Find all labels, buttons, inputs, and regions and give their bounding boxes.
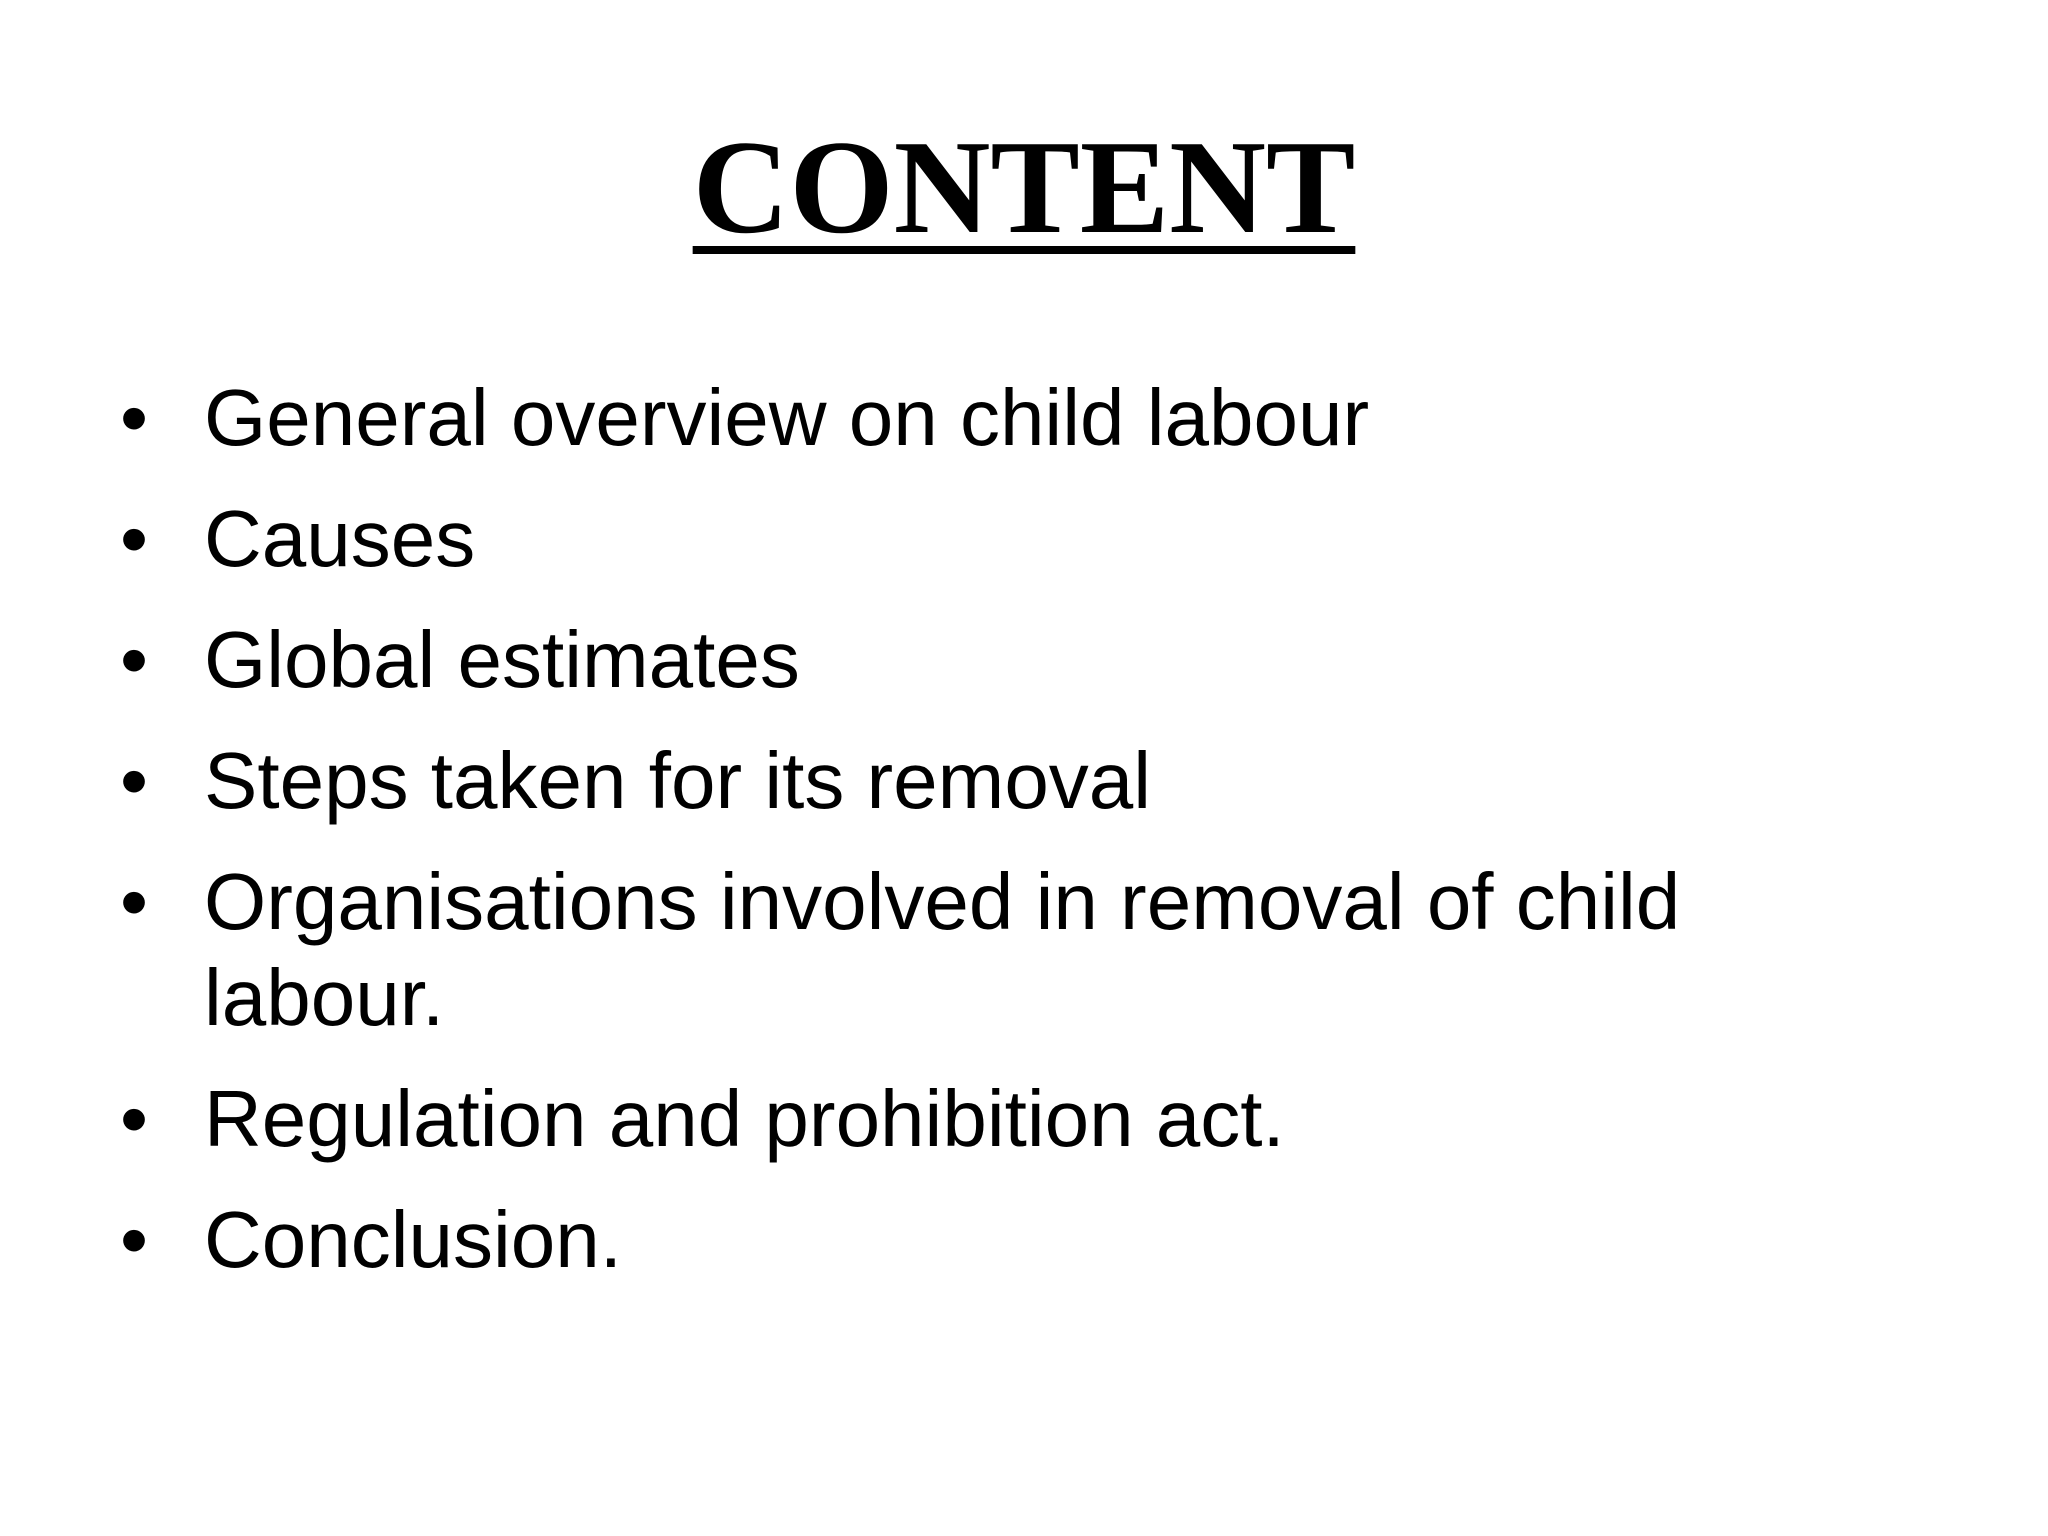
slide-title-text: CONTENT [692, 113, 1356, 261]
bullet-icon: • [120, 736, 149, 825]
list-item [120, 854, 1840, 1046]
list-item [120, 1071, 1840, 1167]
list-item [120, 491, 1840, 587]
list-item-text: General overview on child labour [204, 373, 1370, 462]
bullet-icon: • [120, 1074, 149, 1163]
list-item-text: Causes [204, 494, 476, 583]
list-item-text: Conclusion. [204, 1195, 623, 1284]
list-item-text: Global estimates [204, 615, 800, 704]
list-item [120, 612, 1840, 708]
list-item-text: Steps taken for its removal [204, 736, 1152, 825]
list-item-text: Regulation and prohibition act. [204, 1074, 1285, 1163]
bullet-icon: • [120, 494, 149, 583]
content-list [120, 370, 1840, 1313]
bullet-icon: • [120, 857, 149, 946]
bullet-icon: • [120, 1195, 149, 1284]
bullet-icon: • [120, 615, 149, 704]
bullet-icon: • [120, 373, 149, 462]
list-item [120, 370, 1840, 466]
list-item-text: Organisations involved in removal of child labour. [204, 857, 1681, 1042]
list-item [120, 1192, 1840, 1288]
slide-title [0, 112, 2048, 262]
list-item [120, 733, 1840, 829]
